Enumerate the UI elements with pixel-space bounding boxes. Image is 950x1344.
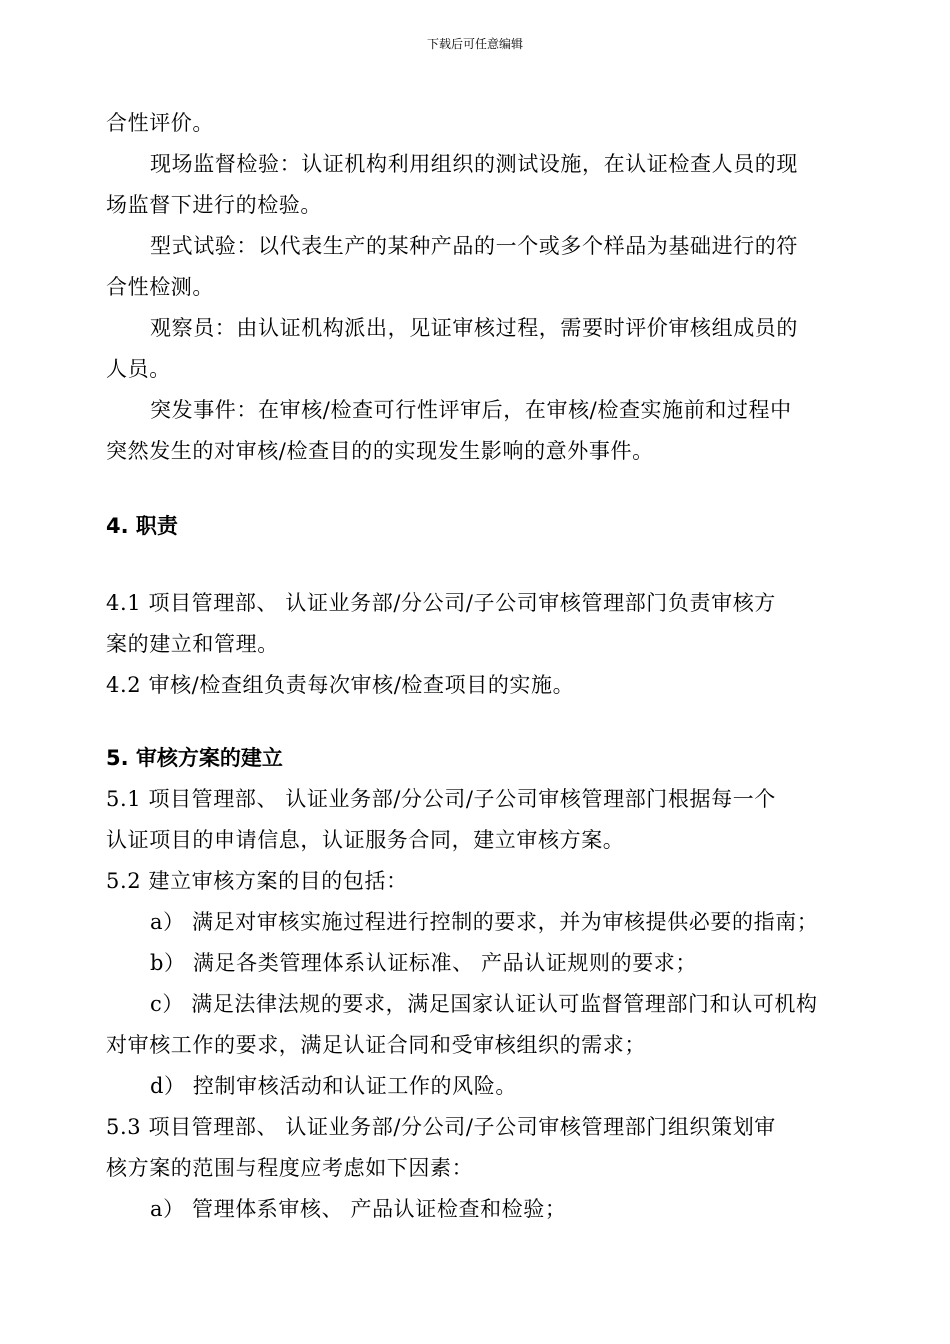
document-body	[106, 103, 848, 1230]
definition-emergency: 突发事件：在审核/检查可行性评审后，在审核/检查实施前和过程中	[150, 398, 792, 422]
paragraph-line: 合性评价。	[106, 111, 214, 135]
paragraph-line: 对审核工作的要求，满足认证合同和受审核组织的需求；	[106, 1033, 646, 1057]
clause-5-2: 5.2 建立审核方案的目的包括：	[106, 869, 408, 893]
paragraph-line: 场监督下进行的检验。	[106, 193, 322, 217]
clause-4-1: 4.1 项目管理部、 认证业务部/分公司/子公司审核管理部门负责审核方	[106, 591, 776, 615]
list-item-a: a） 满足对审核实施过程进行控制的要求，并为审核提供必要的指南；	[150, 910, 819, 934]
section-heading-5: 5. 审核方案的建立	[106, 746, 283, 770]
list-item-b: b） 满足各类管理体系认证标准、 产品认证规则的要求；	[150, 951, 697, 975]
definition-observer: 观察员：由认证机构派出，见证审核过程，需要时评价审核组成员的	[150, 316, 798, 340]
paragraph-line: 认证项目的申请信息，认证服务合同，建立审核方案。	[106, 828, 625, 852]
list-item-a: a） 管理体系审核、 产品认证检查和检验；	[150, 1197, 567, 1221]
definition-type-test: 型式试验：以代表生产的某种产品的一个或多个样品为基础进行的符	[150, 234, 798, 258]
clause-5-3: 5.3 项目管理部、 认证业务部/分公司/子公司审核管理部门组织策划审	[106, 1115, 776, 1139]
clause-4-2: 4.2 审核/检查组负责每次审核/检查项目的实施。	[106, 673, 575, 697]
page-header-note: 下载后可任意编辑	[426, 37, 523, 51]
paragraph-line: 核方案的范围与程度应考虑如下因素：	[106, 1156, 474, 1180]
paragraph-line: 案的建立和管理。	[106, 632, 279, 656]
list-item-d: d） 控制审核活动和认证工作的风险。	[150, 1074, 517, 1098]
paragraph-line: 人员。	[106, 357, 171, 381]
definition-onsite-inspection: 现场监督检验：认证机构利用组织的测试设施，在认证检查人员的现	[150, 152, 798, 176]
paragraph-line: 突然发生的对审核/检查目的的实现发生影响的意外事件。	[106, 439, 654, 463]
paragraph-line: 合性检测。	[106, 275, 214, 299]
clause-5-1: 5.1 项目管理部、 认证业务部/分公司/子公司审核管理部门根据每一个	[106, 787, 776, 811]
list-item-c: c） 满足法律法规的要求，满足国家认证认可监督管理部门和认可机构	[150, 992, 818, 1016]
section-heading-4: 4. 职责	[106, 514, 178, 538]
